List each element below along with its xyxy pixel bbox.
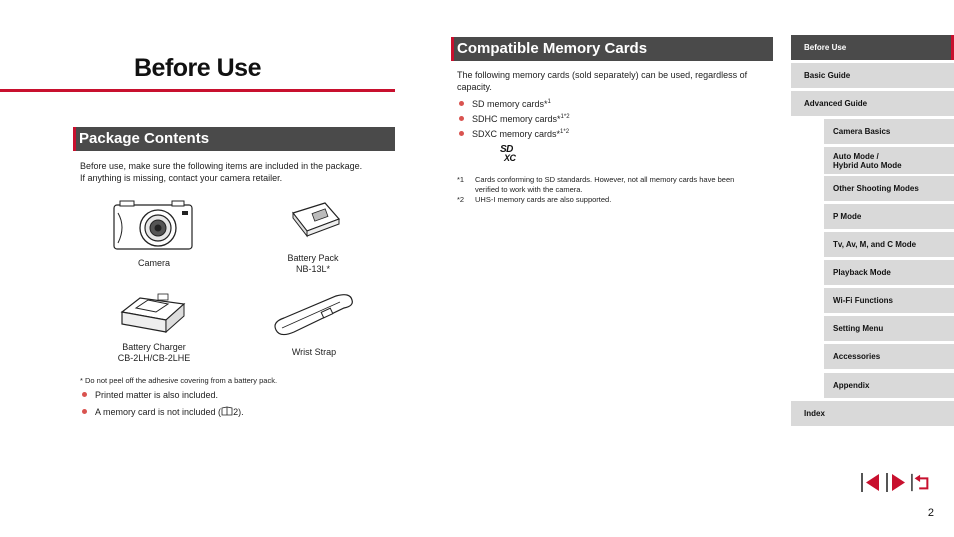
memory-note-2-mark: *2 bbox=[457, 195, 465, 204]
memory-note-2-line1: UHS-I memory cards are also supported. bbox=[475, 195, 612, 204]
title-rule bbox=[0, 89, 395, 92]
sidebar-item-advanced-guide[interactable] bbox=[791, 91, 954, 117]
memory-note-1-line1: Cards conforming to SD standards. However, not all memory cards have been bbox=[475, 175, 735, 184]
memory-note-2 bbox=[457, 195, 773, 205]
page-title: Before Use bbox=[134, 54, 261, 82]
bullet-printed-matter bbox=[82, 390, 218, 401]
sidebar-item-label: Playback Mode bbox=[833, 268, 891, 277]
sidebar-item-camera-basics[interactable] bbox=[824, 119, 954, 145]
camera-illustration bbox=[112, 199, 194, 251]
memory-intro bbox=[457, 70, 773, 93]
item-charger-line2: CB-2LH/CB-2LHE bbox=[117, 353, 191, 363]
page-number: 2 bbox=[927, 507, 934, 519]
sidebar-item-label: Appendix bbox=[833, 381, 870, 390]
item-battery-label bbox=[273, 253, 353, 275]
return-icon[interactable] bbox=[911, 473, 931, 492]
sidebar-item-setting-menu[interactable] bbox=[824, 316, 954, 342]
item-strap-line1: Wrist Strap bbox=[291, 347, 337, 357]
memory-note-1-line2: verified to work with the camera. bbox=[475, 185, 583, 194]
package-intro-line1: Before use, make sure the following items are included in the package. bbox=[80, 161, 363, 171]
sidebar-item-label: Accessories bbox=[833, 352, 881, 361]
bullet-dot bbox=[459, 116, 464, 121]
bullet-dot bbox=[82, 392, 87, 397]
charger-illustration bbox=[118, 290, 188, 338]
item-battery-line2: NB-13L* bbox=[295, 264, 331, 274]
memory-cards-heading: Compatible Memory Cards bbox=[451, 37, 773, 61]
sidebar-item-label: Wi-Fi Functions bbox=[833, 296, 893, 305]
sidebar-item-basic-guide[interactable] bbox=[791, 63, 954, 89]
prev-page-icon[interactable] bbox=[861, 473, 881, 492]
memory-note-1-mark: *1 bbox=[457, 175, 465, 184]
battery-illustration bbox=[287, 199, 343, 239]
sidebar-item-index[interactable] bbox=[791, 401, 954, 427]
sidebar-item-label: Basic Guide bbox=[804, 71, 851, 80]
sdxc-logo bbox=[500, 145, 534, 165]
sidebar-item-label: Tv, Av, M, and C Mode bbox=[833, 240, 917, 249]
package-intro-line2: If anything is missing, contact your camera retailer. bbox=[80, 172, 283, 183]
sidebar-item-label: Auto Mode / Hybrid Auto Mode bbox=[833, 151, 902, 170]
item-charger-line1: Battery Charger bbox=[122, 342, 186, 352]
sidebar-item-label: Before Use bbox=[804, 43, 847, 52]
package-intro bbox=[80, 161, 400, 184]
sidebar-item-auto-mode[interactable] bbox=[824, 147, 954, 175]
bullet-dot bbox=[459, 131, 464, 136]
memory-intro-line1: The following memory cards (sold separately) can be used, regardless of bbox=[457, 70, 748, 80]
card-sdxc-name: SDXC memory cards* bbox=[472, 129, 561, 139]
bullet-memory-page: 2). bbox=[233, 407, 244, 417]
bullet-memory-card bbox=[82, 406, 244, 418]
card-sdhc bbox=[459, 112, 570, 125]
next-page-icon[interactable] bbox=[886, 473, 906, 492]
sidebar-item-label: Other Shooting Modes bbox=[833, 184, 919, 193]
card-sdxc-sup: 1*2 bbox=[560, 129, 570, 135]
sidebar-item-wifi-functions[interactable] bbox=[824, 288, 954, 314]
package-contents-heading: Package Contents bbox=[73, 127, 395, 151]
sidebar-item-label: Index bbox=[804, 409, 825, 418]
sidebar-item-p-mode[interactable] bbox=[824, 204, 954, 230]
item-camera-line1: Camera bbox=[137, 258, 170, 268]
sidebar-item-label: Camera Basics bbox=[833, 127, 891, 136]
item-strap-label bbox=[274, 347, 354, 358]
sidebar-item-before-use[interactable] bbox=[791, 35, 954, 61]
memory-note-1 bbox=[457, 175, 773, 195]
sidebar-item-tv-av-m-c-mode[interactable] bbox=[824, 232, 954, 258]
memory-intro-line2: capacity. bbox=[457, 81, 492, 92]
bullet-dot bbox=[459, 101, 464, 106]
sdxc-logo-bottom: XC bbox=[504, 153, 516, 163]
sidebar-item-other-shooting-modes[interactable] bbox=[824, 176, 954, 202]
card-sdhc-sup: 1*2 bbox=[560, 114, 570, 120]
sdxc-logo-top: SD bbox=[500, 144, 513, 155]
sidebar-item-label: Setting Menu bbox=[833, 324, 884, 333]
item-battery-line1: Battery Pack bbox=[287, 253, 339, 263]
sidebar-item-label: Advanced Guide bbox=[804, 99, 868, 108]
sidebar-item-playback-mode[interactable] bbox=[824, 260, 954, 286]
strap-illustration bbox=[270, 292, 358, 340]
card-sd-sup: 1 bbox=[547, 99, 551, 105]
card-sdhc-name: SDHC memory cards* bbox=[472, 114, 561, 124]
item-camera-label bbox=[114, 258, 194, 269]
bullet-memory-text: A memory card is not included ( bbox=[95, 407, 222, 417]
sidebar-item-appendix[interactable] bbox=[824, 373, 954, 399]
item-charger-label bbox=[104, 342, 204, 364]
sidebar-item-accessories[interactable] bbox=[824, 344, 954, 370]
bullet-dot bbox=[82, 409, 87, 414]
sidebar-item-label: P Mode bbox=[833, 212, 862, 221]
bullet-printed-text: Printed matter is also included. bbox=[95, 390, 219, 400]
book-reference-icon bbox=[221, 406, 233, 416]
card-sdxc bbox=[459, 127, 569, 140]
battery-footnote: * Do not peel off the adhesive covering from a battery pack. bbox=[80, 376, 278, 385]
card-sd-name: SD memory cards* bbox=[472, 99, 548, 109]
card-sd bbox=[459, 97, 551, 110]
